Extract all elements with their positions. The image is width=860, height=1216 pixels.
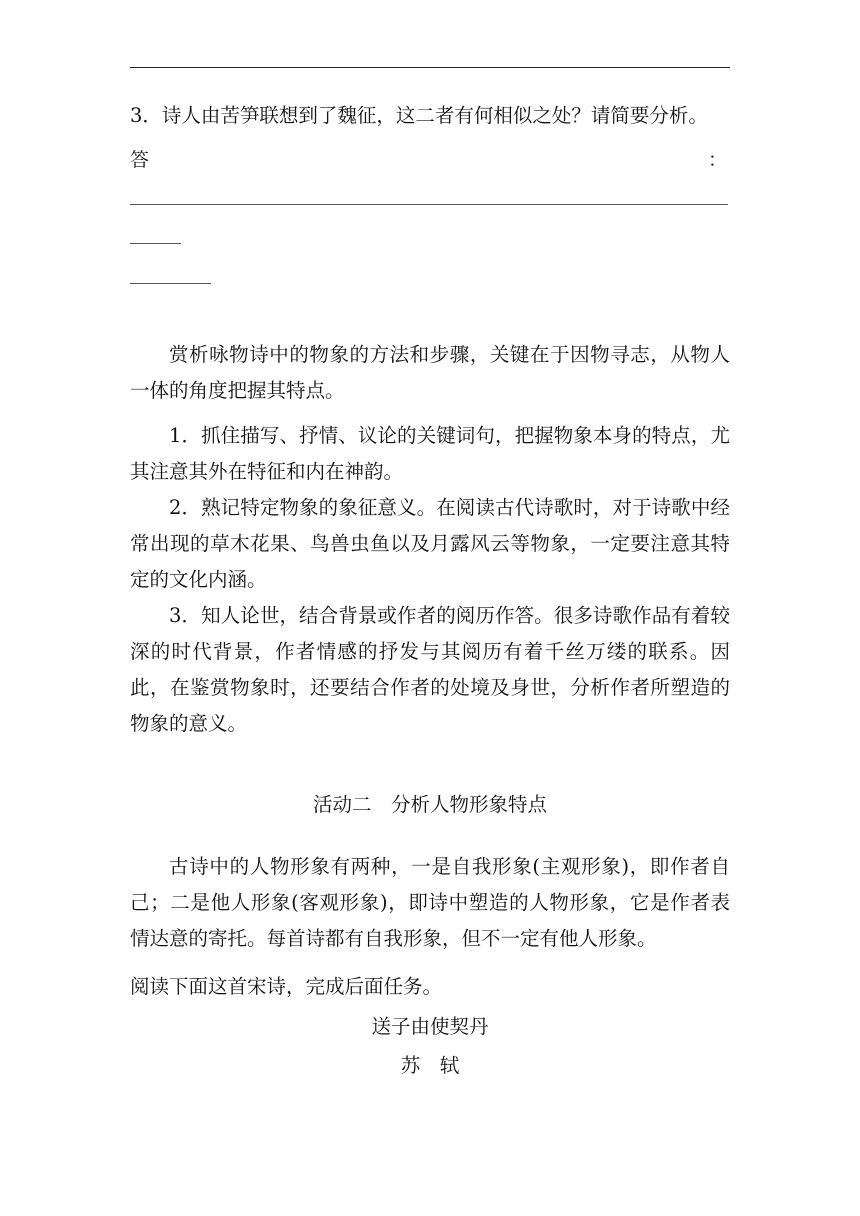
poem-title: 送子由使契丹 [371, 1015, 489, 1038]
document-page [130, 0, 730, 1216]
answer-line-1[interactable] [130, 204, 728, 205]
answer-line-3[interactable] [130, 283, 211, 284]
method-point-2: 2．熟记特定物象的象征意义。在阅读古代诗歌时，对于诗歌中经常出现的草木花果、鸟兽虫鱼以及月露风云等物象，一定要注意其特定的文化内涵。 [130, 496, 730, 591]
poem-author: 苏 轼 [400, 1054, 460, 1077]
reading-instruction: 阅读下面这首宋诗，完成后面任务。 [130, 975, 443, 998]
header-rule [130, 67, 730, 68]
answer-colon: ： [708, 149, 728, 171]
method-point-1: 1．抓住描写、抒情、议论的关键词句，把握物象本身的特点，尤其注意其外在特征和内在神韵。 [130, 424, 730, 483]
question-3: 3．诗人由苦笋联想到了魏征，这二者有何相似之处？请简要分析。 [130, 104, 708, 127]
method-point-3: 3．知人论世，结合背景或作者的阅历作答。很多诗歌作品有着较深的时代背景，作者情感的抒发与其阅历有着千丝万缕的联系。因此，在鉴赏物象时，还要结合作者的处境及身世，分析作者所塑造的物象的意义。 [130, 604, 730, 735]
answer-label: 答 [130, 149, 150, 171]
method-intro: 赏析咏物诗中的物象的方法和步骤，关键在于因物寻志，从物人一体的角度把握其特点。 [130, 343, 730, 402]
activity-intro: 古诗中的人物形象有两种，一是自我形象(主观形象)，即作者自己；二是他人形象(客观形象)，即诗中塑造的人物形象，它是作者表情达意的寄托。每首诗都有自我形象，但不一定有他人形象。 [130, 855, 730, 950]
answer-line-2[interactable] [130, 243, 181, 244]
activity-heading: 活动二 分析人物形象特点 [312, 793, 547, 816]
